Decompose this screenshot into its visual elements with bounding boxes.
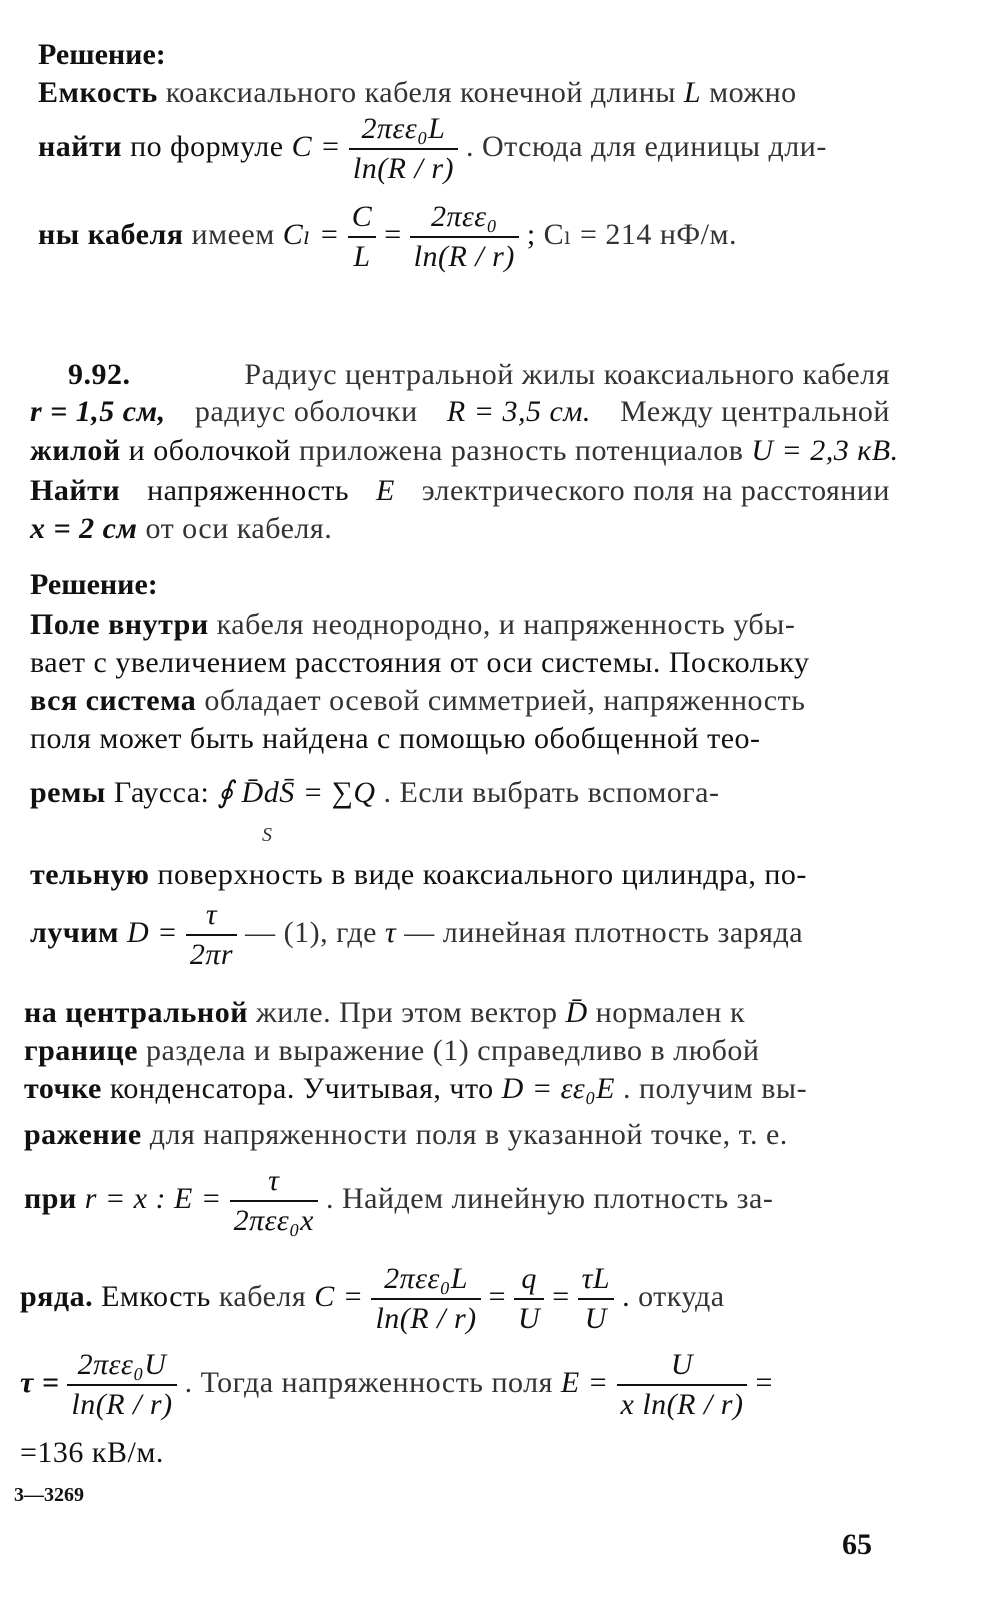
s1-l1d: можно [709,76,797,109]
p992-l2d: Между центральной [620,395,890,428]
s2-line-4: поля может быть найдена с помощью обобщенной тео- [30,722,761,755]
solution-heading-1: Решение: [38,38,166,71]
s1-line-3 [38,200,737,274]
s2-l5a: ремы [30,776,106,809]
s2-line-10 [24,1072,807,1106]
p992-l4c: E [375,474,395,507]
s2-l7d: τ [385,915,397,949]
s2-l9b: раздела и выражение (1) справедливо в любой [145,1034,760,1067]
s1-l1b: коаксиального кабеля конечной длины [165,76,676,109]
s2-l8c: D̄ [565,996,588,1029]
s2-l12b: r = x : [84,1181,166,1215]
s2-fraction-D [186,898,237,972]
s2-fraction-E2 [617,1348,748,1422]
s1-fraction-3 [410,200,519,274]
p992-l5b: от оси кабеля. [145,512,333,545]
s2-line-7 [30,898,803,972]
s2-l14d: E = [560,1365,609,1399]
s2-l10a: точке [24,1072,102,1105]
s2-fracC1-num: 2πεε₀L [384,1262,468,1295]
s1-l1a: Емкость [38,76,158,109]
s2-fracD-num: τ [205,898,218,931]
s2-fracE2-num: U [670,1348,694,1381]
p992-l2a: r = 1,5 см, [30,395,166,428]
s2-fracE-num: τ [268,1164,280,1197]
s1-l2a: найти [38,129,123,163]
s1-l3b: имеем [191,217,275,251]
s1-frac3-num: 2πεε₀ [430,200,498,233]
s1-l3e: Cₗ = 214 нФ/м. [543,217,737,251]
s2-l10c: D = εε₀E [501,1072,615,1105]
p992-l5a: x = 2 см [30,512,138,545]
s2-l13d: C = [314,1279,364,1313]
s1-frac1-num: 2πεε₀L [361,112,446,145]
s2-l14c: напряженность поля [281,1365,553,1399]
s2-fracC2-num: q [521,1262,537,1295]
s2-l14a: τ = [20,1365,60,1399]
s1-l2d: . Отсюда для единицы дли- [466,129,827,163]
s2-l7b: D = [126,915,178,949]
s2-l8d: нормален к [595,996,746,1029]
p992-l3c: приложена разность потенциалов [298,434,744,467]
p992-l3d: U = 2,3 кВ. [751,434,899,467]
s2-fracD-den: 2πr [186,934,237,972]
p992-l4a: Найти [30,474,121,507]
s2-l6a: тельную [30,858,150,891]
s2-fracE2-den: x ln(R / r) [617,1384,748,1422]
s2-line-2: вает с увеличением расстояния от оси системы. Поскольку [30,646,810,679]
s2-line-12 [24,1164,773,1238]
solution-heading-2: Решение: [30,568,158,601]
page-number: 65 [842,1528,872,1561]
s2-l13a: ряда. [20,1279,94,1313]
s2-l14b: . Тогда [184,1365,274,1399]
s1-l3eq: = [384,217,402,251]
s2-line-14 [20,1348,773,1422]
s2-l6b: поверхность в виде коаксиального цилиндра, по- [157,858,807,891]
s2-l7a: лучим [30,915,119,949]
s2-l10d: . получим вы- [622,1072,808,1105]
s1-line-1 [38,76,797,110]
gauss-surface-sub: S [262,824,272,846]
s2-l3b: обладает осевой симметрией, напряженность [204,684,806,717]
s2-fracTau-num: 2πεε₀U [77,1348,167,1381]
s2-l9a: границе [24,1034,138,1067]
s2-l13e: . [622,1279,631,1313]
s2-fraction-C3 [578,1262,614,1336]
s2-line-8 [24,996,745,1030]
s1-frac2-den: L [348,236,377,274]
s2-l13f: откуда [638,1279,725,1313]
s1-line-2 [38,112,827,186]
p992-l3b: и оболочкой [128,434,291,467]
s2-l13b: Емкость [101,1279,211,1313]
s2-l12d: . Найдем линейную плотность за- [326,1181,774,1215]
s2-l7e: — линейная плотность заряда [404,915,804,949]
s2-fracC3-num: τL [581,1262,611,1295]
s2-line-1 [30,608,795,642]
s2-l1b: кабеля неоднородно, и напряженность убы- [216,608,796,641]
s1-frac3-den: ln(R / r) [410,236,519,274]
s2-line-9 [24,1034,759,1068]
s2-l13eq2: = [552,1279,570,1313]
s1-l3d: ; [526,217,536,251]
p992-line-2 [30,395,890,429]
s2-line-15: =136 кВ/м. [20,1436,164,1469]
s2-line-5 [30,776,719,810]
s2-l12c: E = [174,1181,222,1215]
s2-l13c: кабеля [218,1279,307,1313]
p992-l4d: электрического поля на расстоянии [421,474,890,507]
p992-line-3 [30,434,899,468]
s2-fracTau-den: ln(R / r) [67,1384,176,1422]
s1-l3c: Cₗ = [282,217,340,251]
s2-l12a: при [24,1181,77,1215]
s2-l5c: . Если выбрать вспомога- [383,776,720,809]
p992-line-1 [68,358,890,392]
s2-line-13 [20,1262,725,1336]
s2-l14e: = [755,1365,773,1399]
s2-fraction-tau [67,1348,176,1422]
s2-line-11 [24,1118,788,1152]
s2-fracC3-den: U [578,1298,614,1336]
s1-l3a: ны кабеля [38,217,184,251]
s1-fraction-2 [348,200,377,274]
s2-line-6 [30,858,807,892]
p992-l1: Радиус центральной жилы коаксиального кабеля [244,358,890,391]
p992-l2b: радиус оболочки [194,395,418,428]
gauss-formula: ∮ D̄dS̄ = ∑Q [217,776,376,809]
problem-number: 9.92. [68,358,131,391]
s1-l2c: C = [291,129,341,163]
s2-l8b: жиле. При этом вектор [256,996,558,1029]
s2-l8a: на центральной [24,996,248,1029]
s2-l10b: конденсатора. Учитывая, что [109,1072,494,1105]
s2-l5b: Гаусса: [113,776,210,809]
s2-fraction-C1 [371,1262,480,1336]
s1-l2b: по формуле [130,129,284,163]
s1-frac1-den: ln(R / r) [349,148,458,186]
s1-l1c: L [683,76,702,109]
s1-fraction-1 [349,112,458,186]
p992-line-4 [30,474,890,508]
s2-fracC1-den: ln(R / r) [371,1298,480,1336]
s2-fraction-C2 [514,1262,544,1336]
s2-l1a: Поле внутри [30,608,209,641]
s2-l11a: ражение [24,1118,142,1151]
s2-fraction-E [230,1164,318,1238]
s1-frac2-num: C [351,200,373,233]
s2-fracE-den: 2πεε₀x [230,1200,318,1238]
p992-l2c: R = 3,5 см. [446,395,591,428]
p992-line-5 [30,512,332,546]
s2-line-3 [30,684,805,718]
s2-l11b: для напряженности поля в указанной точке, т. е. [149,1118,788,1151]
s2-l7c: — (1), где [245,915,377,949]
p992-l4b: напряженность [147,474,350,507]
s2-fracC2-den: U [514,1298,544,1336]
s2-l3a: вся система [30,684,197,717]
printer-signature: 3—3269 [14,1484,84,1506]
s2-l13eq1: = [488,1279,507,1313]
p992-l3a: жилой [30,434,121,467]
